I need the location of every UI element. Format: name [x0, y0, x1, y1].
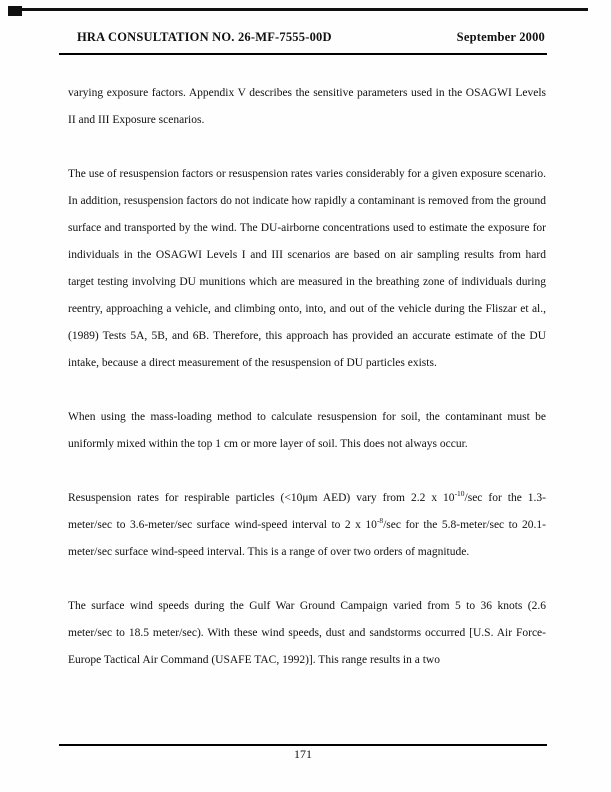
paragraph-5: The surface wind speeds during the Gulf War Ground Campaign varied from 5 to 36 knots (2.6 meter/sec to 18.5 meter/sec). With these wind speeds, dust and sandstorms occurred [U.S. Air Force-Europe Tactical Air Command (USAFE TAC, 1992)]. This range results in a two: [68, 600, 546, 666]
paragraph-4: Resuspension rates for respirable particles (<10μm AED) vary from 2.2 x $10^{-10}/\sec$ for the 1.3-meter/sec to 3.6-meter/sec surface wind-speed interval to 2 x $10^{-8}/\sec$ for the 5.8-meter/sec to 20.1-meter/sec surface wind-speed interval. This is a range of over two orders of magnitude.: [68, 489, 547, 558]
page-header: [77, 30, 545, 45]
scan-artifact-line: [8, 8, 588, 11]
paragraph-2: The use of resuspension factors or resuspension rates varies considerably for a given exposure scenario. In addition, resuspension factors do not indicate how rapidly a contaminant is removed from the ground surface and transported by the wind. The DU-airborne concentrations used to estimate the exposure for individuals in the OSAGWI Levels I and III scenarios are based on air sampling results from hard target testing involving DU munitions which are measured in the breathing zone of individuals during reentry, approaching a vehicle, and climbing onto, into, and out of the vehicle during the Fliszar et al., (1989) Tests 5A, 5B, and 6B. Therefore, this approach has provided an accurate estimate of the DU intake, because a direct measurement of the resuspension of DU particles exists.: [68, 168, 546, 369]
header-rule: [59, 53, 547, 55]
page-number: 171: [294, 747, 312, 761]
header-doc-number: HRA CONSULTATION NO. 26-MF-7555-00D: [77, 30, 332, 44]
paragraph-3: When using the mass-loading method to calculate resuspension for soil, the contaminant must be uniformly mixed within the top 1 cm or more layer of soil. This does not always occur.: [68, 411, 546, 450]
paragraph-1: varying exposure factors. Appendix V describes the sensitive parameters used in the OSAGWI Levels II and III Exposure scenarios.: [68, 87, 546, 126]
header-date: September 2000: [456, 30, 545, 44]
footer-rule: [59, 744, 547, 746]
document-body: [68, 80, 546, 701]
